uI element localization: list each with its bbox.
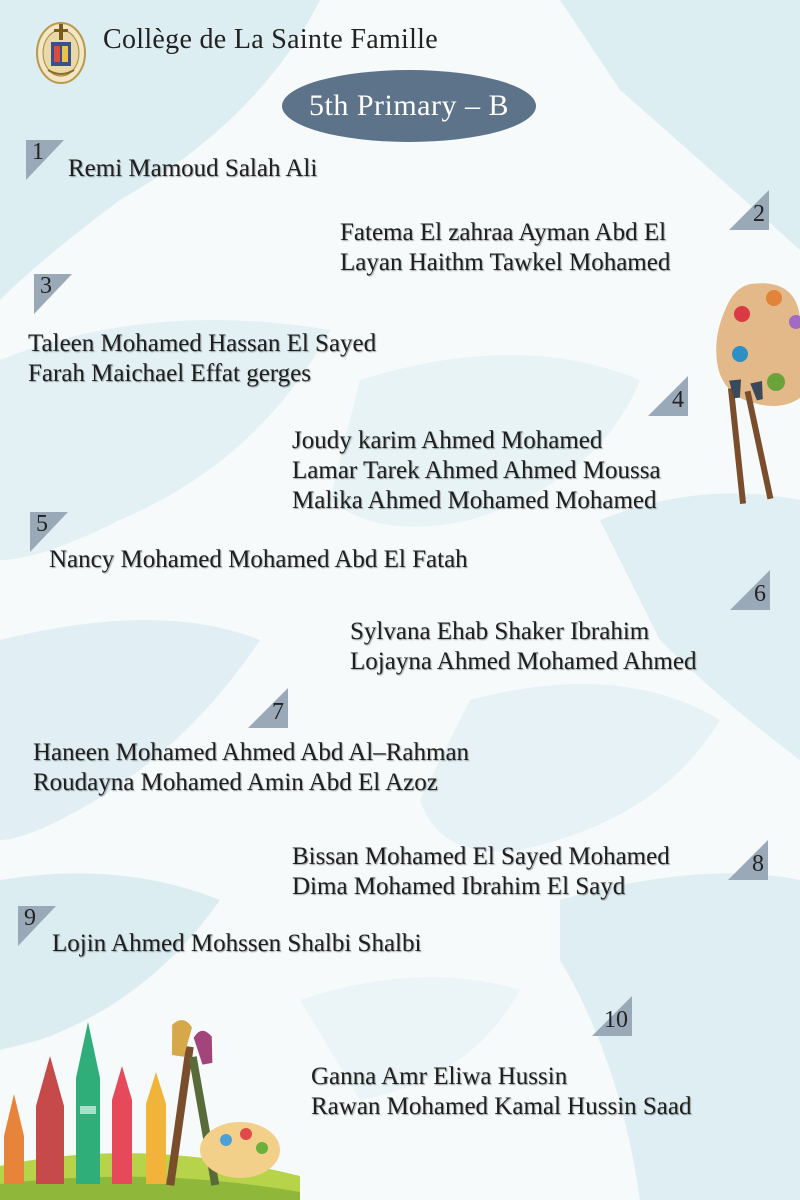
group-8-names: [292, 842, 670, 902]
student-name: Bissan Mohamed El Sayed Mohamed: [292, 843, 670, 870]
group-number: 6: [754, 581, 766, 607]
student-name: Nancy Mohamed Mohamed Abd El Fatah: [49, 546, 468, 573]
student-name: Remi Mamoud Salah Ali: [68, 155, 318, 182]
group-number: 2: [753, 201, 765, 227]
group-2-names: [340, 218, 670, 278]
class-label: 5th Primary – B: [309, 89, 509, 122]
group-number: 1: [32, 139, 44, 165]
student-name: Malika Ahmed Mohamed Mohamed: [292, 487, 657, 514]
group-number: 8: [752, 851, 764, 877]
school-name: Collège de La Sainte Famille: [103, 24, 438, 55]
group-marker-7: [248, 688, 288, 728]
group-marker-1: [26, 140, 66, 180]
student-name: Dima Mohamed Ibrahim El Sayd: [292, 873, 626, 900]
student-name: Haneen Mohamed Ahmed Abd Al–Rahman: [33, 739, 470, 766]
group-5-names: [49, 545, 468, 575]
group-1-names: [68, 154, 317, 184]
student-name: Layan Haithm Tawkel Mohamed: [340, 249, 671, 276]
group-marker-2: [729, 190, 769, 230]
group-marker-8: [728, 840, 768, 880]
student-name: Fatema El zahraa Ayman Abd El: [340, 219, 667, 246]
group-4-names: [292, 426, 661, 516]
student-name: Lojayna Ahmed Mohamed Ahmed: [350, 648, 697, 675]
student-name: Sylvana Ehab Shaker Ibrahim: [350, 618, 650, 645]
student-name: Farah Maichael Effat gerges: [28, 360, 311, 387]
paint-palette-icon: [712, 278, 800, 508]
student-name: Lamar Tarek Ahmed Ahmed Moussa: [292, 457, 661, 484]
group-number: 5: [36, 511, 48, 537]
student-name: Roudayna Mohamed Amin Abd El Azoz: [33, 769, 438, 796]
group-9-names: [52, 929, 421, 959]
group-number: 3: [40, 273, 52, 299]
student-name: Ganna Amr Eliwa Hussin: [311, 1063, 568, 1090]
student-name: Rawan Mohamed Kamal Hussin Saad: [311, 1093, 692, 1120]
group-3-names: [28, 329, 376, 389]
group-7-names: [33, 738, 469, 798]
class-label-badge: [282, 70, 536, 142]
group-6-names: [350, 617, 696, 677]
group-number: 10: [604, 1007, 628, 1033]
group-10-names: [311, 1062, 691, 1122]
school-crest-logo: [34, 16, 88, 86]
group-marker-6: [730, 570, 770, 610]
group-marker-10: [592, 996, 632, 1036]
group-number: 7: [272, 699, 284, 725]
student-name: Joudy karim Ahmed Mohamed: [292, 427, 603, 454]
group-number: 4: [672, 387, 684, 413]
group-number: 9: [24, 905, 36, 931]
art-supplies-illustration: [0, 1016, 300, 1200]
group-marker-3: [34, 274, 74, 314]
group-marker-4: [648, 376, 688, 416]
student-name: Taleen Mohamed Hassan El Sayed: [28, 330, 377, 357]
student-name: Lojin Ahmed Mohssen Shalbi Shalbi: [52, 930, 422, 957]
